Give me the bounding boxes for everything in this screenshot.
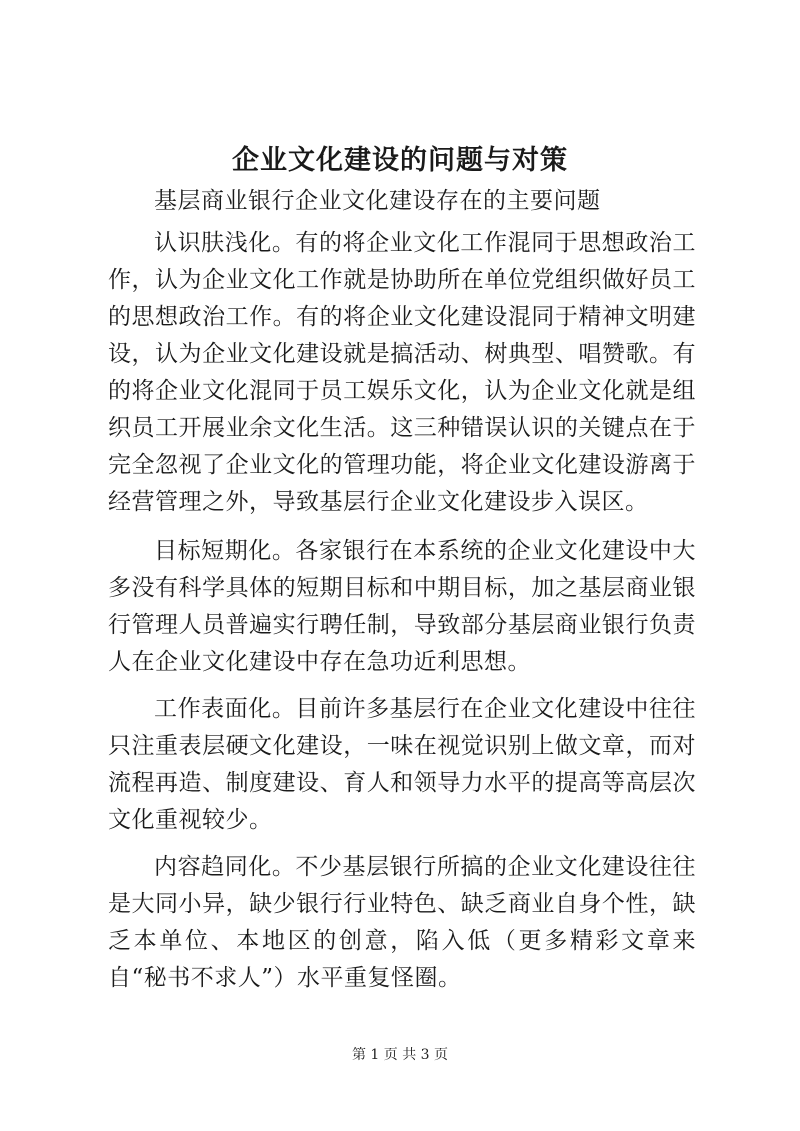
section-subheading: 基层商业银行企业文化建设存在的主要问题 — [154, 188, 601, 214]
page-number: 第 1 页 共 3 页 — [351, 1047, 449, 1063]
paragraph-awareness: 认识肤浅化。有的将企业文化工作混同于思想政治工作，认为企业文化工作就是协助所在单位党组织做好员工的思想政治工作。有的将企业文化建设混同于精神文明建设，认为企业文化建设就是搞活动、树典型、唱赞歌。有的将企业文化混同于员工娱乐文化，认为企业文化就是组织员工开展业余文化生活。这三种错误认识的关键点在于完全忽视了企业文化的管理功能，将企业文化建设游离于经营管理之外，导致基层行企业文化建设步入误区。 — [108, 230, 696, 515]
paragraph-surface: 工作表面化。目前许多基层行在企业文化建设中往往只注重表层硬文化建设，一味在视觉识别上做文章，而对流程再造、制度建设、育人和领导力水平的提高等高层次文化重视较少。 — [108, 696, 696, 833]
document-title: 企业文化建设的问题与对策 — [232, 145, 568, 176]
paragraph-goals: 目标短期化。各家银行在本系统的企业文化建设中大多没有科学具体的短期目标和中期目标，加之基层商业银行管理人员普遍实行聘任制，导致部分基层商业银行负责人在企业文化建设中存在急功近利思想。 — [108, 538, 696, 675]
document-body — [108, 183, 696, 997]
paragraph-homogeneity: 内容趋同化。不少基层银行所搞的企业文化建设往往是大同小异，缺少银行行业特色、缺乏商业自身个性，缺乏本单位、本地区的创意，陷入低（更多精彩文章来自“秘书不求人”）水平重复怪圈。 — [108, 854, 696, 991]
